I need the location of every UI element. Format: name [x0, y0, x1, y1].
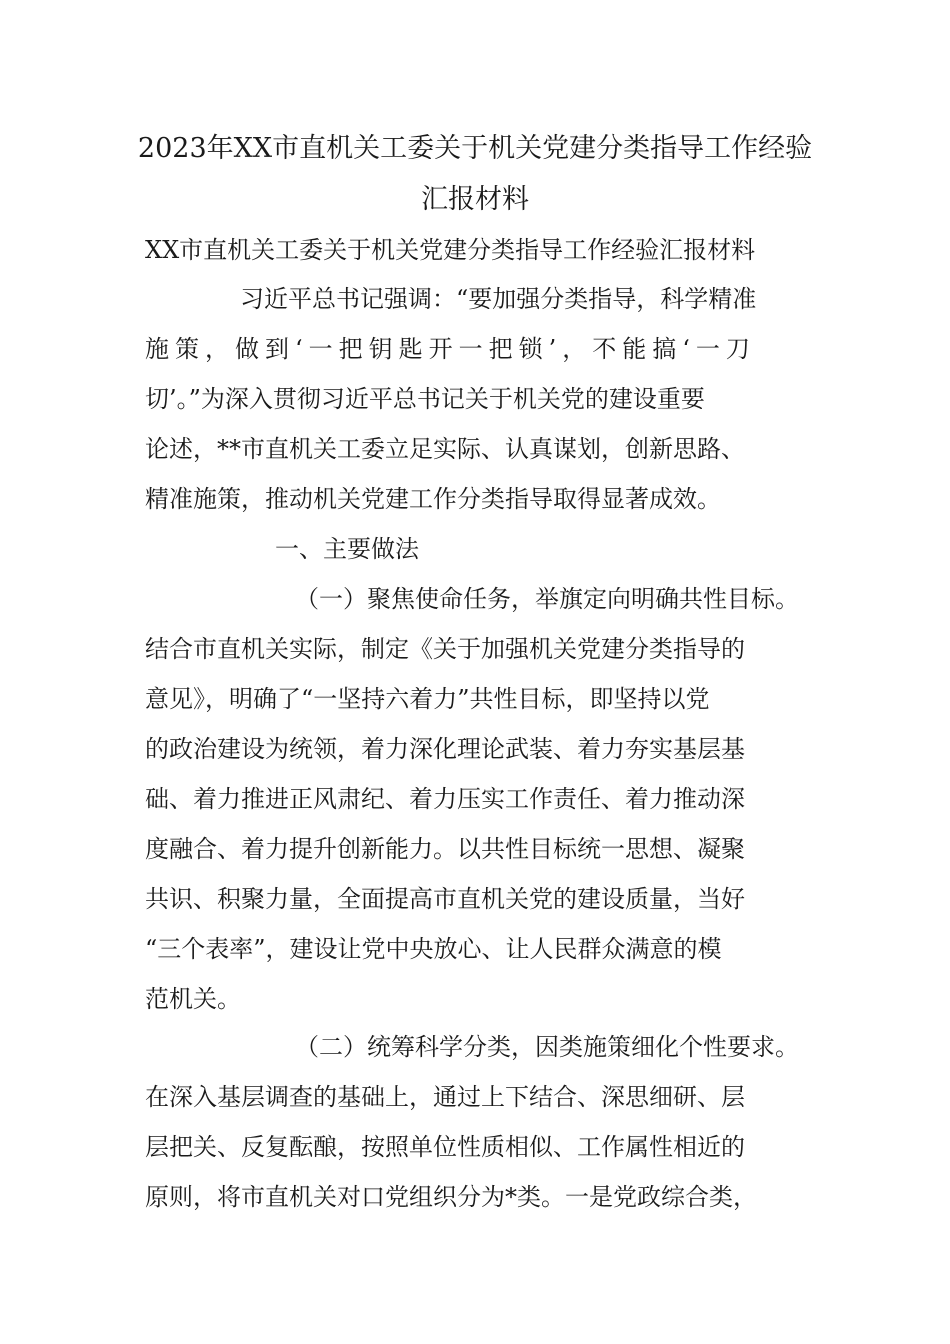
paragraph-line: 精准施策，推动机关党建工作分类指导取得显著成效。 [145, 485, 721, 513]
subsection-heading: （一）聚焦使命任务，举旗定向明确共性目标。 [295, 585, 799, 613]
paragraph-line: “三个表率”，建设让党中央放心、让人民群众满意的模 [145, 935, 722, 963]
paragraph-line: 切’。”为深入贯彻习近平总书记关于机关党的建设重要 [145, 385, 705, 413]
paragraph-section-1 [145, 574, 835, 1024]
paragraph-line: 论述，**市直机关工委立足实际、认真谋划，创新思路、 [145, 435, 745, 463]
section-heading-text: 一、主要做法 [275, 535, 419, 563]
paragraph-line: 范机关。 [145, 985, 241, 1013]
paragraph-intro [145, 274, 835, 524]
document-title-line-2: 汇报材料 [421, 184, 529, 215]
paragraph-line: 在深入基层调查的基础上，通过上下结合、深思细研、层 [145, 1083, 745, 1111]
section-heading [145, 524, 835, 574]
paragraph-line: 度融合、着力提升创新能力。以共性目标统一思想、凝聚 [145, 835, 745, 863]
document-title-line-1: 2023年XX市直机关工委关于机关党建分类指导工作经验 [137, 133, 813, 164]
paragraph-line: 结合市直机关实际，制定《关于加强机关党建分类指导的 [145, 635, 745, 663]
paragraph-line: 共识、积聚力量，全面提高市直机关党的建设质量，当好 [145, 885, 745, 913]
paragraph-line: 习近平总书记强调：“要加强分类指导，科学精准 [240, 285, 757, 313]
paragraph-line: 施策，做到‘一把钥匙开一把锁’，不能搞‘一刀 [145, 335, 756, 363]
paragraph-line: 意见》，明确了“一坚持六着力”共性目标，即坚持以党 [145, 685, 710, 713]
paragraph-line: 层把关、反复酝酿，按照单位性质相似、工作属性相近的 [145, 1133, 745, 1161]
paragraph-section-2 [145, 1022, 835, 1222]
paragraph-line: 原则，将市直机关对口党组织分为*类。一是党政综合类， [145, 1183, 757, 1211]
subsection-heading: （二）统筹科学分类，因类施策细化个性要求。 [295, 1033, 799, 1061]
document-subtitle: XX市直机关工委关于机关党建分类指导工作经验汇报材料 [145, 236, 756, 264]
paragraph-line: 的政治建设为统领，着力深化理论武装、着力夯实基层基 [145, 735, 745, 763]
paragraph-line: 础、着力推进正风肃纪、着力压实工作责任、着力推动深 [145, 785, 745, 813]
